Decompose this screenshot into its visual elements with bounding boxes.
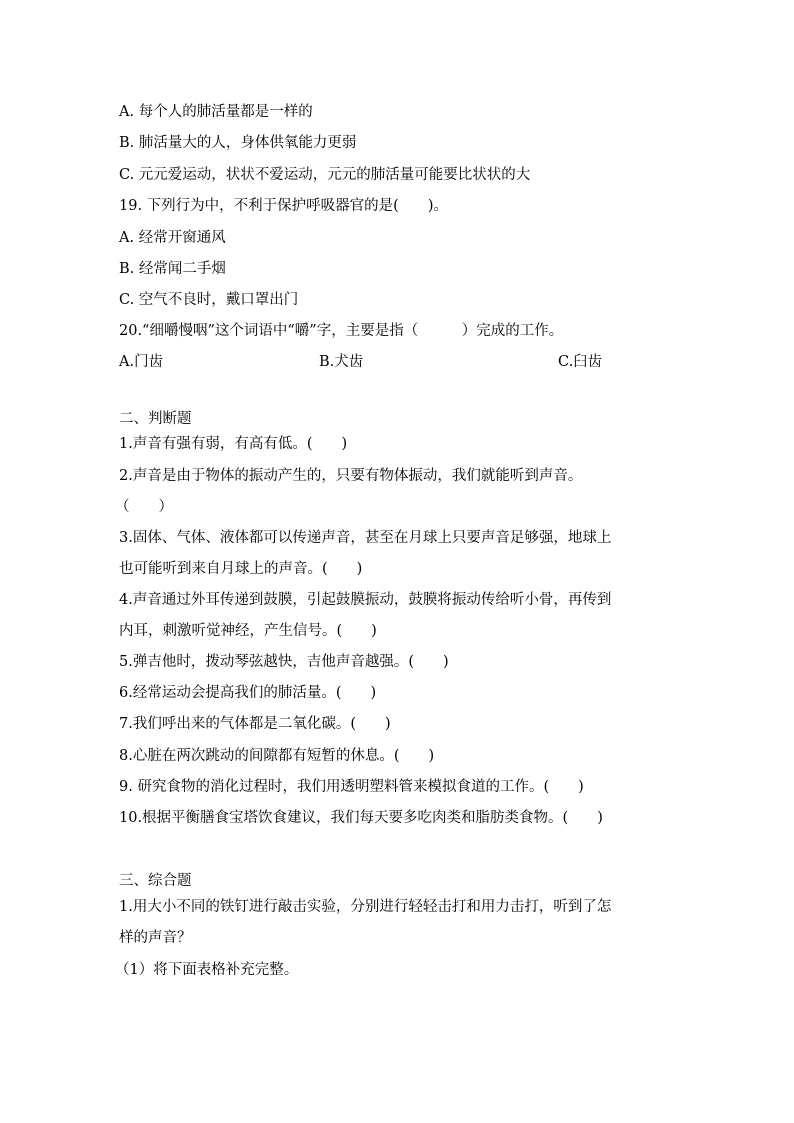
q20-option-c: C.臼齿 (558, 354, 603, 370)
judge-item-9: 9. 研究食物的消化过程时，我们用透明塑料管来模拟食道的工作。( ) (119, 779, 584, 795)
section3-title: 三、综合题 (119, 873, 192, 889)
q19-option-a: A. 经常开窗通风 (119, 230, 226, 246)
judge-item-6: 6.经常运动会提高我们的肺活量。( ) (119, 685, 377, 701)
q19-option-b: B. 经常闻二手烟 (119, 261, 226, 277)
q19-option-c: C. 空气不良时，戴口罩出门 (119, 292, 299, 308)
q18-option-b: B. 肺活量大的人，身体供氧能力更弱 (119, 135, 357, 151)
judge-item-3: 3.固体、气体、液体都可以传递声音，甚至在月球上只要声音足够强，地球上 (119, 530, 612, 546)
judge-item-3-cont: 也可能听到来自月球上的声音。( ) (119, 561, 363, 577)
judge-item-2-blank: （ ） (115, 499, 173, 515)
judge-item-10: 10.根据平衡膳食宝塔饮食建议，我们每天要多吃肉类和脂肪类食物。( ) (119, 810, 603, 826)
q18-option-c: C. 元元爱运动，状状不爱运动，元元的肺活量可能要比状状的大 (119, 167, 531, 183)
judge-item-5: 5.弹吉他时，拨动琴弦越快，吉他声音越强。( ) (119, 654, 449, 670)
synth-item-1-sub: （1）将下面表格补充完整。 (115, 962, 299, 978)
judge-item-1: 1.声音有强有弱，有高有低。( ) (119, 436, 348, 452)
synth-item-1: 1.用大小不同的铁钉进行敲击实验，分别进行轻轻击打和用力击打，听到了怎 (119, 899, 612, 915)
q20-option-a: A.门齿 (119, 354, 164, 370)
judge-item-7: 7.我们呼出来的气体都是二氧化碳。( ) (119, 716, 391, 732)
q20-stem: 20.“细嚼慢咽”这个词语中“嚼”字，主要是指（ ）完成的工作。 (119, 323, 564, 339)
q18-option-a: A. 每个人的肺活量都是一样的 (119, 104, 313, 120)
judge-item-8: 8.心脏在两次跳动的间隙都有短暂的休息。( ) (119, 748, 435, 764)
judge-item-2: 2.声音是由于物体的振动产生的，只要有物体振动，我们就能听到声音。 (119, 468, 583, 484)
q20-option-b: B.犬齿 (319, 354, 364, 370)
synth-item-1-cont: 样的声音？ (119, 930, 192, 946)
judge-item-4: 4.声音通过外耳传递到鼓膜，引起鼓膜振动，鼓膜将振动传给听小骨，再传到 (119, 592, 612, 608)
q19-stem: 19. 下列行为中，不利于保护呼吸器官的是( )。 (119, 198, 448, 214)
judge-item-4-cont: 内耳，刺激听觉神经，产生信号。( ) (119, 623, 377, 639)
section2-title: 二、判断题 (119, 411, 192, 427)
